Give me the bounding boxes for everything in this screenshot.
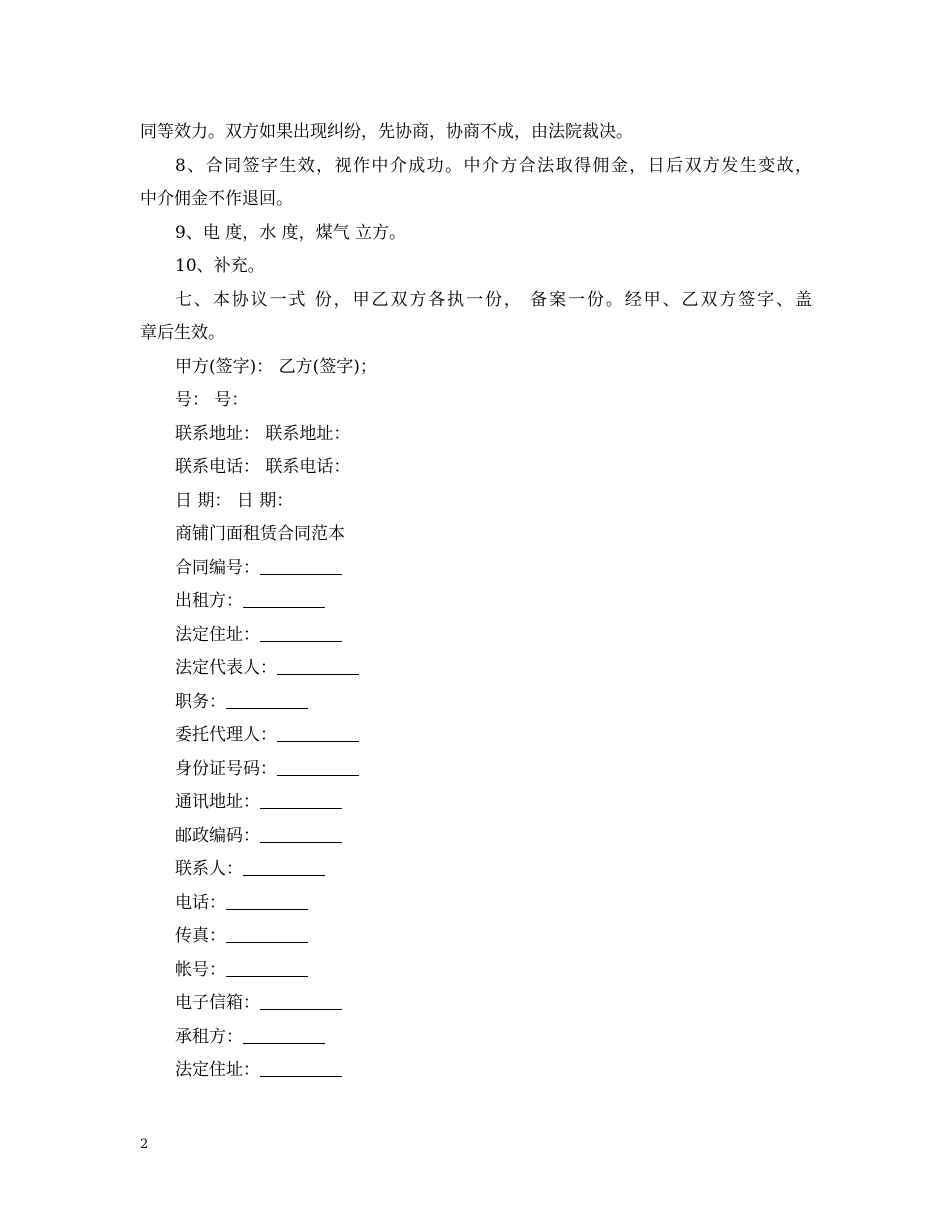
document-line bbox=[140, 485, 812, 519]
document-line bbox=[140, 217, 812, 251]
line-text: 七、本协议一式 份，甲乙双方各执一份， 备案一份。经甲、乙双方签字、盖 bbox=[175, 289, 812, 310]
line-text: 章后生效。 bbox=[140, 323, 225, 343]
line-text: 中介佣金不作退回。 bbox=[140, 189, 293, 209]
fill-in-blank bbox=[243, 1027, 325, 1044]
line-text: 职务： bbox=[175, 691, 226, 712]
line-text: 法定代表人： bbox=[175, 658, 277, 678]
fill-in-blank bbox=[260, 792, 342, 809]
document-line bbox=[140, 719, 812, 753]
line-text: 10、补充。 bbox=[175, 256, 265, 276]
fill-in-blank bbox=[277, 725, 359, 742]
line-text: 出租方： bbox=[175, 591, 243, 611]
line-text: 联系地址： 联系地址： bbox=[175, 423, 351, 444]
document-line bbox=[140, 987, 812, 1021]
line-text: 法定住址： bbox=[175, 624, 260, 645]
line-text: 电话： bbox=[175, 892, 226, 913]
line-text: 号： 号： bbox=[175, 390, 249, 410]
document-line bbox=[140, 686, 812, 720]
line-text: 电子信箱： bbox=[175, 993, 260, 1013]
line-text: 传真： bbox=[175, 926, 226, 946]
line-text: 联系电话： 联系电话： bbox=[175, 457, 351, 477]
document-line bbox=[140, 518, 812, 552]
fill-in-blank bbox=[226, 926, 308, 943]
line-text: 8、合同签字生效，视作中介成功。中介方合法取得佣金，日后双方发生变故， bbox=[175, 155, 812, 176]
document-line bbox=[140, 116, 812, 150]
line-text: 身份证号码： bbox=[175, 758, 277, 779]
fill-in-blank bbox=[260, 826, 342, 843]
line-text: 日 期： 日 期： bbox=[175, 490, 294, 511]
fill-in-blank bbox=[226, 893, 308, 910]
fill-in-blank bbox=[226, 692, 308, 709]
document-line bbox=[140, 853, 812, 887]
fill-in-blank bbox=[277, 658, 359, 675]
document-line bbox=[140, 317, 812, 351]
document-line bbox=[140, 552, 812, 586]
line-text: 联系人： bbox=[175, 859, 243, 879]
fill-in-blank bbox=[260, 558, 342, 575]
fill-in-blank bbox=[260, 1060, 342, 1077]
document-line bbox=[140, 250, 812, 284]
document-line bbox=[140, 920, 812, 954]
fill-in-blank bbox=[243, 591, 325, 608]
fill-in-blank bbox=[226, 960, 308, 977]
document-line bbox=[140, 786, 812, 820]
fill-in-blank bbox=[260, 625, 342, 642]
line-text: 帐号： bbox=[175, 959, 226, 980]
line-text: 同等效力。双方如果出现纠纷，先协商，协商不成，由法院裁决。 bbox=[140, 122, 633, 142]
line-text: 承租方： bbox=[175, 1026, 243, 1047]
document-line bbox=[140, 384, 812, 418]
line-text: 商铺门面租赁合同范本 bbox=[175, 524, 345, 544]
line-text: 合同编号： bbox=[175, 557, 260, 578]
line-text: 委托代理人： bbox=[175, 725, 277, 745]
line-text: 邮政编码： bbox=[175, 825, 260, 846]
document-line bbox=[140, 820, 812, 854]
page-number: 2 bbox=[140, 1137, 149, 1152]
fill-in-blank bbox=[260, 993, 342, 1010]
document-line bbox=[140, 652, 812, 686]
line-text: 9、电 度，水 度，煤气 立方。 bbox=[175, 222, 407, 243]
document-line bbox=[140, 418, 812, 452]
document-line bbox=[140, 887, 812, 921]
document-line bbox=[140, 619, 812, 653]
document-line bbox=[140, 351, 812, 385]
document-line bbox=[140, 1054, 812, 1088]
document-line bbox=[140, 451, 812, 485]
document-line bbox=[140, 753, 812, 787]
document-body bbox=[140, 116, 812, 1088]
document-line bbox=[140, 1021, 812, 1055]
fill-in-blank bbox=[243, 859, 325, 876]
document-line bbox=[140, 284, 812, 318]
line-text: 法定住址： bbox=[175, 1060, 260, 1080]
fill-in-blank bbox=[277, 759, 359, 776]
line-text: 甲方(签字)： 乙方(签字)； bbox=[175, 356, 377, 377]
document-line bbox=[140, 954, 812, 988]
document-line bbox=[140, 585, 812, 619]
document-line bbox=[140, 183, 812, 217]
line-text: 通讯地址： bbox=[175, 792, 260, 812]
document-line bbox=[140, 150, 812, 184]
